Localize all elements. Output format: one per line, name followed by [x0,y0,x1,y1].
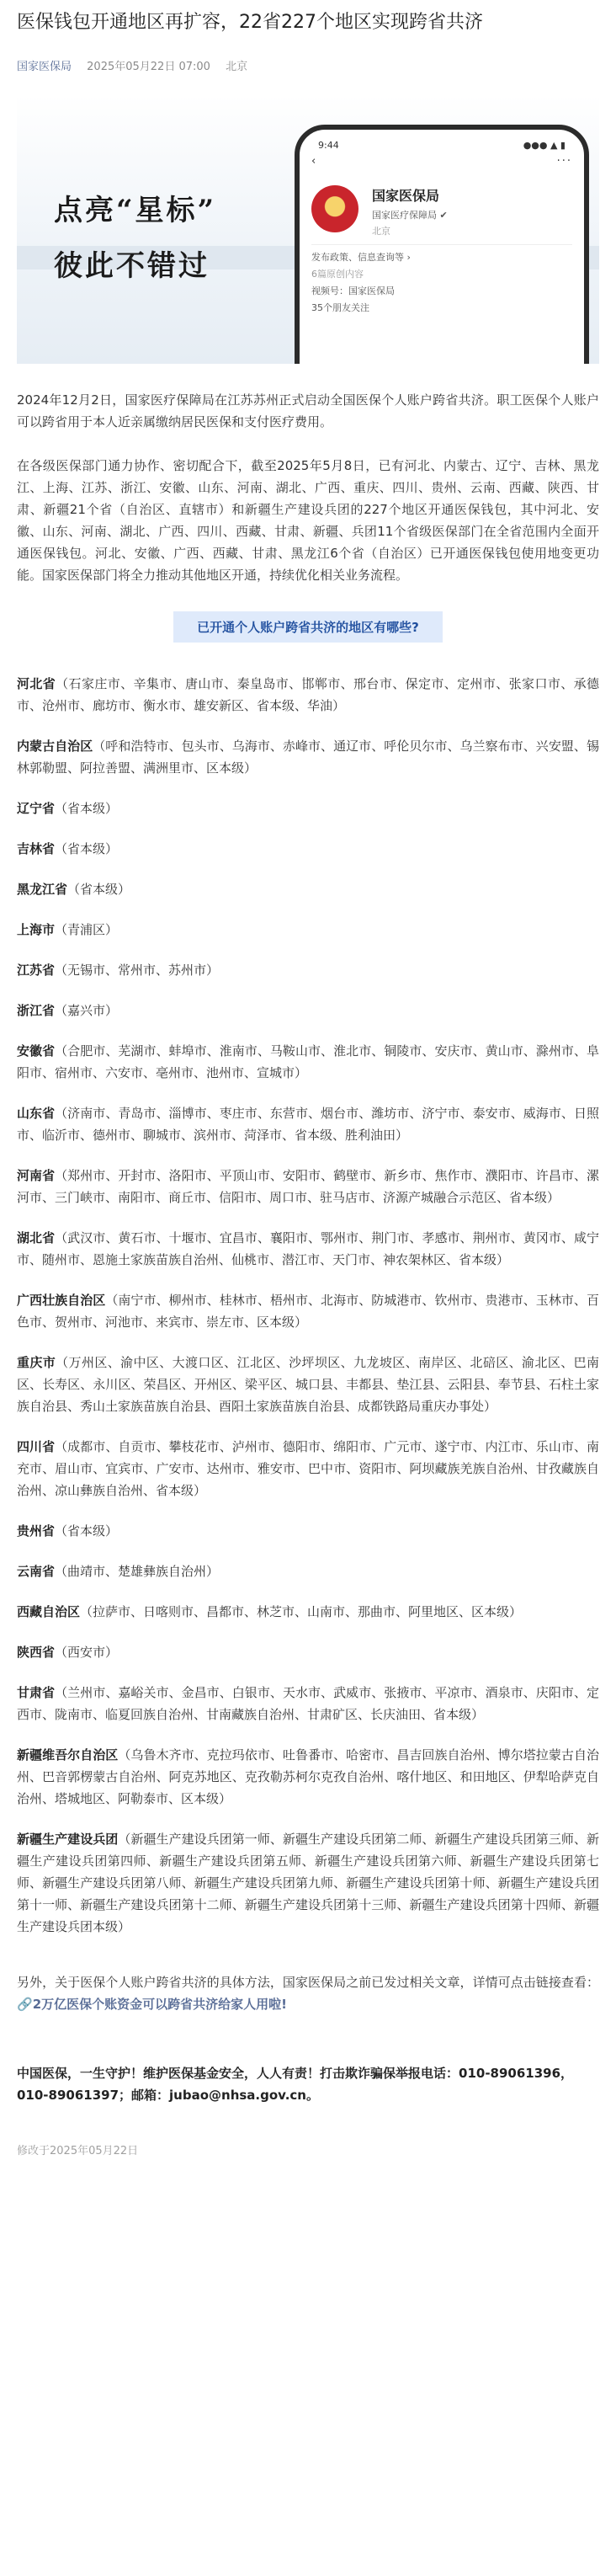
closing-paragraph [17,1971,599,2015]
account-menu-item: 视频号：国家医保局 [311,285,395,296]
region-name: 黑龙江省 [17,882,68,897]
region-cities: （省本级） [67,882,131,897]
account-info [372,185,448,237]
region-item [17,1520,599,1542]
region-item [17,919,599,941]
progress-paragraph: 在各级医保部门通力协作、密切配合下，截至2025年5月8日，已有河北、内蒙古、辽宁、吉林、黑龙江、上海、江苏、浙江、安徽、山东、河南、湖北、广西、重庆、四川、贵州、云南、西藏、陕西、甘肃、新疆21个省（自治区、直辖市）和新疆生产建设兵团的227个地区开通医保钱包，其中河北、安徽、山东、河南、湖北、广西、四川、西藏、甘肃、新疆、兵团11个省级医保部门在全省范围内全面开通医保钱包。河北、安徽、广西、西藏、甘肃、黑龙江6个省（自治区）已开通医保钱包使用地变更功能。国家医保部门将全力推动其他地区开通，持续优化相关业务流程。 [17,458,599,583]
region-item [17,1601,599,1623]
region-name: 上海市 [17,922,56,937]
region-cities: （省本级） [55,801,119,816]
region-cities: （万州区、渝中区、大渡口区、江北区、沙坪坝区、九龙坡区、南岸区、北碚区、渝北区、巴南区、长寿区、永川区、荣昌区、开州区、梁平区、城口县、丰都县、垫江县、云阳县、奉节县、石柱土家族自治县、秀山土家族苗族自治县、酉阳土家族苗族自治县、成都铁路局重庆办事处） [17,1355,599,1414]
publish-location: 北京 [226,61,248,73]
region-name: 陕西省 [17,1645,56,1660]
region-item [17,1436,599,1501]
region-item [17,735,599,779]
region-item [17,1682,599,1725]
intro-paragraph: 2024年12月2日，国家医疗保障局在江苏苏州正式启动全国医保个人账户跨省共济。职工医保个人账户可以跨省用于本人近亲属缴纳居民医保和支付医疗费用。 [17,392,599,429]
phone-signal-icon: ●●● ▲ ▮ [523,140,566,151]
region-name: 吉林省 [17,841,56,856]
region-name: 河南省 [17,1168,56,1183]
region-name: 辽宁省 [17,801,56,816]
back-icon: ‹ [311,155,316,168]
region-cities: （合肥市、芜湖市、蚌埠市、淮南市、马鞍山市、淮北市、铜陵市、安庆市、黄山市、滁州市、阜阳市、宿州市、六安市、亳州市、池州市、宣城市） [17,1043,599,1080]
region-cities: （西安市） [55,1645,119,1660]
region-name: 江苏省 [17,963,56,978]
region-cities: （武汉市、黄石市、十堰市、宜昌市、襄阳市、鄂州市、荆门市、孝感市、荆州市、黄冈市、咸宁市、随州市、恩施土家族苗族自治州、仙桃市、潜江市、天门市、神农架林区、省本级） [17,1230,599,1267]
region-cities: （无锡市、常州市、苏州市） [55,963,220,978]
region-name: 贵州省 [17,1523,56,1539]
modified-date: 修改于2025年05月22日 [17,2145,139,2157]
region-item [17,1352,599,1417]
phone-mockup [295,125,589,364]
region-name: 广西壮族自治区 [17,1293,106,1308]
region-name: 重庆市 [17,1355,56,1370]
region-name: 西藏自治区 [17,1604,81,1619]
account-menu [311,249,411,317]
region-name: 湖北省 [17,1230,56,1245]
region-cities: （拉萨市、日喀则市、昌都市、林芝市、山南市、那曲市、阿里地区、区本级） [80,1604,523,1619]
region-item [17,1560,599,1582]
region-cities: （呼和浩特市、包头市、乌海市、赤峰市、通辽市、呼伦贝尔市、乌兰察布市、兴安盟、锡林郭勒盟、阿拉善盟、满洲里市、区本级） [17,739,599,776]
phone-time: 9:44 [318,140,339,151]
region-item [17,1289,599,1333]
banner-slogan-line1: 点亮“星标” [54,194,217,227]
region-cities: （南宁市、柳州市、桂林市、梧州市、北海市、防城港市、钦州市、贵港市、玉林市、百色市、贺州市、河池市、来宾市、崇左市、区本级） [17,1293,599,1330]
region-cities: （乌鲁木齐市、克拉玛依市、吐鲁番市、哈密市、昌吉回族自治州、博尔塔拉蒙古自治州、巴音郭楞蒙古自治州、阿克苏地区、克孜勒苏柯尔克孜自治州、喀什地区、和田地区、伊犁哈萨克自治州、塔城地区、阿勒泰市、区本级） [17,1747,599,1806]
region-name: 新疆生产建设兵团 [17,1832,119,1847]
region-cities: （兰州市、嘉峪关市、金昌市、白银市、天水市、武威市、张掖市、平凉市、酒泉市、庆阳市、定西市、陇南市、临夏回族自治州、甘南藏族自治州、甘肃矿区、长庆油田、省本级） [17,1685,599,1722]
region-name: 安徽省 [17,1043,56,1059]
region-item [17,673,599,717]
related-article-link-text[interactable]: 2万亿医保个账资金可以跨省共济给家人用啦! [32,1997,287,2012]
phone-status-bar [300,130,584,152]
region-name: 内蒙古自治区 [17,739,93,754]
region-cities: （省本级） [55,841,119,856]
account-menu-item: 6篇原创内容 [311,269,364,280]
account-subject: 国家医疗保障局 ✔ [372,210,448,221]
article-meta [17,57,599,72]
region-item [17,1040,599,1084]
divider [311,244,572,245]
article-title: 医保钱包开通地区再扩容，22省227个地区实现跨省共济 [17,12,483,33]
region-cities: （青浦区） [55,922,119,937]
region-name: 云南省 [17,1564,56,1579]
region-name: 河北省 [17,676,56,691]
region-cities: （曲靖市、楚雄彝族自治州） [55,1564,220,1579]
region-item [17,797,599,819]
closing-text: 另外，关于医保个人账户跨省共济的具体方法，国家医保局之前已发过相关文章，详情可点击链接查看： [17,1975,599,1990]
region-item [17,1102,599,1146]
region-name: 浙江省 [17,1003,56,1018]
region-cities: （石家庄市、辛集市、唐山市、秦皇岛市、邯郸市、邢台市、保定市、定州市、张家口市、承德市、沧州市、廊坊市、衡水市、雄安新区、省本级、华油） [17,676,599,713]
region-cities: （嘉兴市） [55,1003,119,1018]
region-name: 新疆维吾尔自治区 [17,1747,119,1763]
region-item [17,959,599,981]
account-menu-item: 发布政策、信息查询等 › [311,252,411,263]
report-hotline: 中国医保，一生守护！维护医保基金安全，人人有责！打击欺诈骗保举报电话：010-89061396，010-89061397；邮箱：jubao@nhsa.gov.cn。 [17,2066,574,2103]
region-item [17,1227,599,1271]
region-item [17,1165,599,1208]
region-name: 山东省 [17,1106,56,1121]
source-account-link[interactable]: 国家医保局 [17,61,72,73]
region-item [17,878,599,900]
phone-nav [300,152,584,173]
question-heading [17,611,599,643]
star-reminder-banner [17,94,599,364]
region-item [17,1641,599,1663]
region-name: 甘肃省 [17,1685,56,1700]
region-item [17,838,599,860]
account-menu-item: 35个朋友关注 [311,302,369,313]
region-name: 四川省 [17,1439,56,1454]
banner-slogan-line2: 彼此不错过 [54,249,210,283]
emblem-icon [311,185,358,232]
region-item [17,1000,599,1021]
region-cities: （济南市、青岛市、淄博市、枣庄市、东营市、烟台市、潍坊市、济宁市、泰安市、威海市、日照市、临沂市、德州市、聊城市、滨州市、菏泽市、省本级、胜利油田） [17,1106,599,1143]
account-city: 北京 [372,226,390,237]
region-cities: （成都市、自贡市、攀枝花市、泸州市、德阳市、绵阳市、广元市、遂宁市、内江市、乐山市、南充市、眉山市、宜宾市、广安市、达州市、雅安市、巴中市、资阳市、阿坝藏族羌族自治州、甘孜藏族自治州、凉山彝族自治州、省本级） [17,1439,599,1498]
question-text: 已开通个人账户跨省共济的地区有哪些? [173,611,443,643]
account-name: 国家医保局 [372,188,440,204]
region-cities: （省本级） [55,1523,119,1539]
publish-datetime: 2025年05月22日 07:00 [87,61,210,73]
more-icon: ··· [556,155,572,168]
region-item [17,1744,599,1810]
region-cities: （郑州市、开封市、洛阳市、平顶山市、安阳市、鹤壁市、新乡市、焦作市、濮阳市、许昌市、漯河市、三门峡市、南阳市、商丘市、信阳市、周口市、驻马店市、济源产城融合示范区、省本级） [17,1168,599,1205]
region-cities: （新疆生产建设兵团第一师、新疆生产建设兵团第二师、新疆生产建设兵团第三师、新疆生产建设兵团第四师、新疆生产建设兵团第五师、新疆生产建设兵团第六师、新疆生产建设兵团第七师、新疆生产建设兵团第八师、新疆生产建设兵团第九师、新疆生产建设兵团第十师、新疆生产建设兵团第十一师、新疆生产建设兵团第十二师、新疆生产建设兵团第十三师、新疆生产建设兵团第十四师、新疆生产建设兵团本级） [17,1832,599,1934]
region-list [17,673,599,1938]
region-item [17,1828,599,1938]
related-article-link[interactable]: 🔗2万亿医保个账资金可以跨省共济给家人用啦! [17,1997,287,2012]
